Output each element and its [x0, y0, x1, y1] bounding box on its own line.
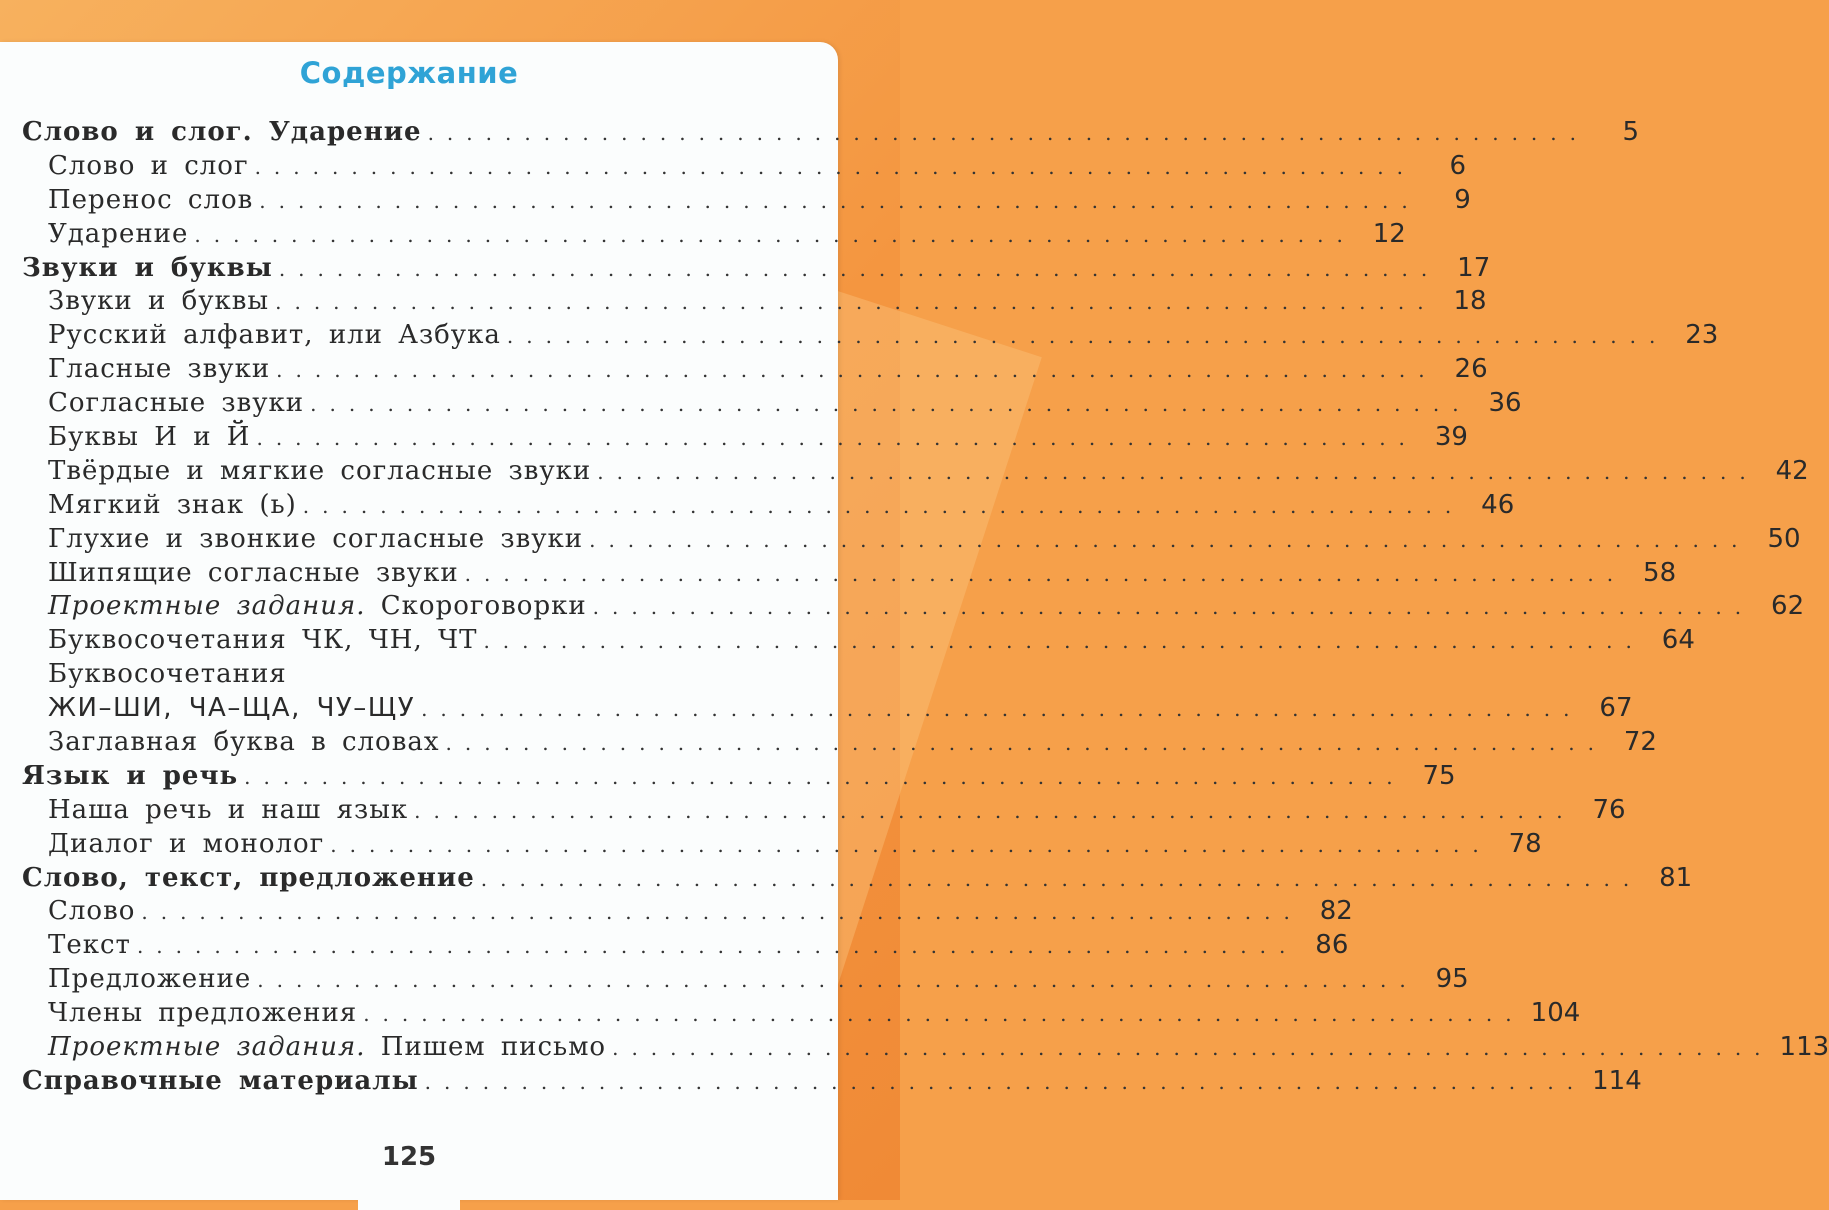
toc-entry-label: Члены предложения	[48, 998, 358, 1029]
toc-entry-title	[48, 590, 587, 624]
leader-dots: ............................................................	[278, 256, 1441, 281]
toc-entry-title	[48, 997, 357, 1031]
toc-entry-label: Ударение	[48, 218, 189, 249]
leader-dots: ............................................................	[424, 1069, 1587, 1094]
toc-entry	[22, 353, 1488, 387]
toc-entry-label: Заглавная буква в словах	[48, 727, 440, 758]
toc-entry-title	[22, 760, 238, 794]
toc-page-number: 26	[1454, 354, 1488, 385]
toc-entry-label: Шипящие согласные звуки	[48, 557, 459, 588]
toc-page-number: 62	[1771, 591, 1805, 622]
toc-entry	[22, 455, 1809, 489]
leader-dots: ............................................................	[597, 459, 1759, 484]
toc-entry	[22, 794, 1626, 828]
toc-entry-label: Наша речь и наш язык	[48, 794, 409, 825]
toc-page-number: 58	[1643, 557, 1677, 588]
toc-entry-label: Гласные звуки	[48, 354, 271, 385]
leader-dots: ............................................................	[592, 595, 1755, 620]
toc-entry-title	[48, 285, 269, 319]
toc-entry	[22, 963, 1469, 997]
toc-entry	[22, 895, 1353, 929]
toc-entry	[22, 997, 1581, 1031]
toc-entry-title	[22, 252, 273, 286]
toc-section	[22, 1065, 1642, 1099]
toc-entry	[22, 726, 1657, 760]
toc-entry-label: Справочные материалы	[22, 1065, 419, 1096]
toc-entry-title	[22, 116, 422, 150]
toc-entry	[22, 387, 1522, 421]
toc-entry-label: Буквосочетания ЧК, ЧН, ЧТ	[48, 625, 478, 656]
toc-entry-label: Перенос слов	[48, 184, 254, 215]
toc-entry	[22, 319, 1719, 353]
leader-dots: ............................................................	[480, 866, 1643, 891]
toc-page-number: 75	[1422, 760, 1456, 791]
toc-entry-label: Пишем письмо	[365, 1032, 607, 1063]
toc-entry-title	[48, 523, 583, 557]
leader-dots: ............................................................	[244, 764, 1406, 789]
toc-entry-italic-prefix: Проектные задания.	[48, 1032, 366, 1063]
toc-entry-title	[22, 1065, 419, 1099]
toc-entry	[22, 489, 1515, 523]
toc-entry-title	[48, 455, 591, 489]
toc-entry-label: Звуки и буквы	[22, 252, 273, 283]
toc-entry-label: Слово и слог. Ударение	[22, 117, 422, 147]
toc-entry	[22, 624, 1695, 658]
toc-page-number: 81	[1659, 862, 1693, 893]
toc-entry	[22, 658, 798, 692]
leader-dots: ............................................................	[445, 731, 1607, 756]
toc-entry-label: Мягкий знак (ь)	[48, 489, 297, 520]
toc-entry-title	[48, 624, 477, 658]
toc-entry	[22, 929, 1349, 963]
leader-dots: ............................................................	[275, 290, 1437, 315]
toc-entry	[22, 692, 1633, 726]
toc-page-number: 114	[1592, 1065, 1642, 1096]
toc-entry-title	[48, 184, 253, 218]
toc-entry	[22, 557, 1677, 591]
toc-page-number: 64	[1661, 625, 1695, 656]
toc-entry	[22, 285, 1487, 319]
toc-entry-title	[48, 726, 440, 760]
toc-entry-label: Предложение	[48, 964, 252, 995]
toc-entry	[22, 184, 1471, 218]
toc-entry-title	[22, 862, 475, 896]
leader-dots: ............................................................	[259, 188, 1421, 213]
toc-page-number: 46	[1481, 489, 1515, 520]
toc-page-number: 5	[1622, 117, 1640, 147]
toc-entry-title	[48, 150, 249, 184]
leader-dots: ............................................................	[256, 426, 1418, 451]
toc-entry-title	[48, 387, 304, 421]
leader-dots: ............................................................	[483, 629, 1645, 654]
toc-page-number: 23	[1685, 320, 1719, 351]
toc-entry-title	[48, 963, 251, 997]
toc-entry-title	[48, 794, 408, 828]
toc-page-number: 12	[1372, 218, 1406, 249]
toc-page-number: 67	[1599, 693, 1633, 724]
toc-page-number: 42	[1775, 455, 1809, 486]
toc-entry-label: Звуки и буквы	[48, 286, 270, 317]
toc-entry-title	[48, 828, 324, 862]
leader-dots: ............................................................	[257, 968, 1419, 993]
toc-entry	[22, 523, 1801, 557]
leader-dots: ............................................................	[254, 154, 1417, 179]
toc-entry-label: Согласные звуки	[48, 388, 305, 419]
leader-dots: ............................................................	[414, 798, 1576, 823]
leader-dots: ............................................................	[302, 493, 1465, 518]
toc-entry-title	[48, 353, 270, 387]
toc-page-number: 95	[1435, 964, 1469, 995]
leader-dots: ............................................................	[363, 1002, 1525, 1027]
leader-dots: ............................................................	[136, 934, 1299, 959]
toc-entry-title	[48, 421, 250, 455]
toc-page-number: 18	[1453, 286, 1487, 317]
toc-entry-title	[48, 319, 501, 353]
toc-page-number: 104	[1530, 998, 1581, 1029]
toc-entry-label: ЖИ–ШИ, ЧА–ЩА, ЧУ–ЩУ	[48, 693, 416, 724]
toc-entry-title	[48, 692, 415, 726]
leader-dots: ............................................................	[427, 121, 1590, 145]
toc-page-number: 76	[1592, 794, 1626, 825]
toc-entry-label: Слово, текст, предложение	[22, 862, 475, 893]
toc-page-number: 6	[1449, 150, 1467, 181]
toc-page-number: 17	[1457, 252, 1491, 283]
toc-page-number: 86	[1315, 930, 1349, 961]
toc-entry	[22, 421, 1468, 455]
toc-entry-title	[48, 218, 188, 252]
leader-dots: ............................................................	[421, 697, 1583, 722]
toc-entry-italic-prefix: Проектные задания.	[48, 591, 366, 622]
toc-entry	[22, 828, 1542, 862]
toc-page-number: 50	[1767, 523, 1801, 554]
table-of-contents	[22, 116, 1829, 1099]
toc-entry-label: Слово	[48, 896, 136, 927]
leader-dots: ............................................................	[276, 358, 1438, 383]
leader-dots: ............................................................	[506, 324, 1669, 349]
toc-entry	[22, 150, 1467, 184]
leader-dots: ............................................................	[464, 561, 1627, 586]
toc-entry-label: Глухие и звонкие согласные звуки	[48, 523, 584, 554]
toc-page-number: 82	[1319, 896, 1353, 927]
toc-entry-label: Буквосочетания	[48, 659, 287, 690]
toc-entry-label: Слово и слог	[48, 150, 249, 181]
toc-entry-label: Твёрдые и мягкие согласные звуки	[48, 455, 592, 486]
page-number: 125	[381, 1142, 437, 1172]
toc-entry	[22, 590, 1805, 624]
toc-page-number: 9	[1454, 184, 1471, 215]
toc-page-number: 78	[1508, 828, 1542, 859]
toc-entry-title	[48, 929, 131, 963]
toc-section	[22, 116, 1640, 150]
toc-page-number: 113	[1779, 1032, 1829, 1063]
toc-entry-label: Текст	[48, 930, 131, 961]
leader-dots: ............................................................	[310, 392, 1472, 417]
leader-dots: ............................................................	[330, 832, 1492, 857]
toc-entry-title	[48, 895, 135, 929]
toc-entry-label: Русский алфавит, или Азбука	[48, 320, 501, 351]
toc-entry-title	[48, 557, 459, 591]
toc-entry-label: Диалог и монолог	[48, 828, 325, 859]
toc-entry-label: Язык и речь	[22, 760, 239, 791]
toc-page-number: 39	[1434, 422, 1468, 453]
toc-entry-title	[48, 658, 287, 692]
toc-page-number: 36	[1488, 388, 1522, 419]
toc-entry-label: Буквы И и Й	[48, 422, 251, 453]
toc-entry	[22, 1031, 1829, 1065]
leader-dots: ............................................................	[589, 527, 1751, 552]
page-title: Содержание	[299, 56, 519, 90]
toc-entry-title	[48, 489, 297, 523]
toc-entry-title	[48, 1031, 606, 1065]
leader-dots: ............................................................	[194, 222, 1356, 247]
leader-dots: ............................................................	[612, 1036, 1774, 1061]
toc-entry-label: Скороговорки	[365, 591, 587, 622]
toc-section	[22, 252, 1491, 286]
toc-section	[22, 760, 1456, 794]
toc-section	[22, 862, 1693, 896]
toc-page-number: 72	[1623, 727, 1657, 758]
toc-entry	[22, 218, 1406, 252]
leader-dots: ............................................................	[141, 900, 1303, 925]
